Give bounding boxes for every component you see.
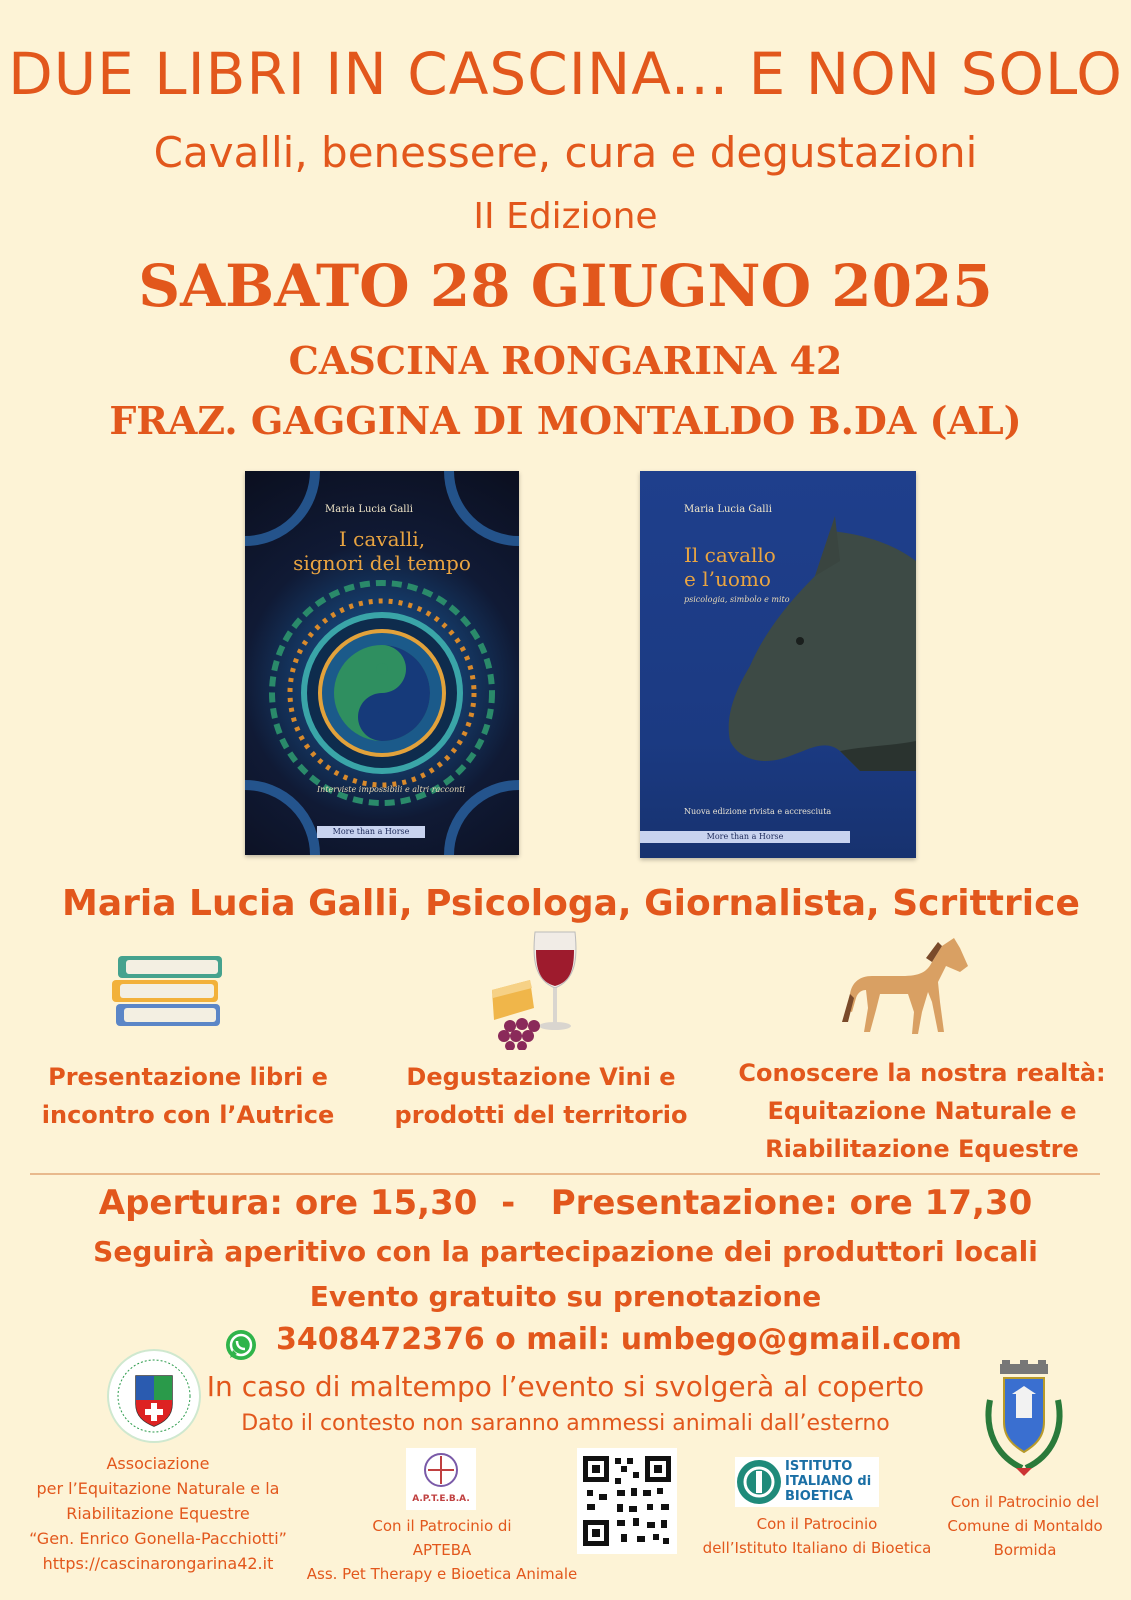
- bioetica-logo-text: [785, 1459, 871, 1504]
- book2-author: Maria Lucia Galli: [684, 504, 772, 515]
- section-divider: [30, 1173, 1100, 1175]
- bioetica-line2: dell’Istituto Italiano di Bioetica: [702, 1539, 932, 1557]
- feature-presentation: [20, 1058, 356, 1134]
- feature-presentation-line2: incontro con l’Autrice: [41, 1101, 335, 1129]
- feature-equestrian-line2: Equitazione Naturale e: [767, 1097, 1077, 1125]
- apteba-line3: Ass. Pet Therapy e Bioetica Animale: [306, 1565, 578, 1583]
- animals-note: Dato il contesto non saranno ammessi animali dall’esterno: [241, 1411, 890, 1436]
- feature-wine-line1: Degustazione Vini e: [406, 1063, 676, 1091]
- book1-title-line1: I cavalli,: [338, 527, 426, 551]
- event-times: Apertura: ore 15,30 - Presentazione: ore 17,30: [98, 1183, 1033, 1223]
- apteba-credits: [300, 1514, 584, 1586]
- feature-wine-line2: prodotti del territorio: [394, 1101, 688, 1129]
- book-cover-cavalli-signori: [245, 471, 519, 855]
- contact-info: 3408472376 o mail: umbego@gmail.com: [276, 1322, 962, 1357]
- book1-title-line2: signori del tempo: [293, 551, 471, 575]
- venue-name: CASCINA RONGARINA 42: [288, 338, 843, 383]
- bioetica-credits: [690, 1512, 944, 1560]
- feature-equestrian-line1: Conoscere la nostra realtà:: [738, 1059, 1106, 1087]
- qr-code-icon[interactable]: [577, 1448, 677, 1554]
- books-icon: [110, 948, 228, 1042]
- feature-equestrian-line3: Riabilitazione Equestre: [765, 1135, 1079, 1163]
- comune-line1: Con il Patrocinio del: [950, 1493, 1100, 1511]
- apteba-line2: APTEBA: [412, 1541, 472, 1559]
- apteba-logo: [406, 1448, 476, 1510]
- horse-head-statue-icon: [640, 471, 916, 858]
- author-credentials: Maria Lucia Galli, Psicologa, Giornalista, Scrittrice: [62, 883, 1080, 924]
- venue-address: FRAZ. GAGGINA DI MONTALDO B.DA (AL): [109, 398, 1022, 443]
- bioetica-logo-line1: ISTITUTO: [785, 1459, 853, 1474]
- edition-label: II Edizione: [473, 196, 658, 237]
- whatsapp-icon: [224, 1328, 258, 1366]
- feature-presentation-line1: Presentazione libri e: [48, 1063, 328, 1091]
- comune-credits: [928, 1490, 1122, 1562]
- association-logo: [106, 1348, 202, 1448]
- wine-icon: [490, 930, 590, 1054]
- bioetica-logo-line2: ITALIANO di: [785, 1474, 872, 1489]
- book-cover-cavallo-uomo: [640, 471, 916, 858]
- book2-edition-note: Nuova edizione rivista e accresciuta: [684, 807, 832, 816]
- apteba-logo-text: A.P.T.E.B.A.: [412, 1494, 470, 1504]
- association-name-line1: Associazione: [106, 1454, 210, 1473]
- association-name-line2: per l’Equitazione Naturale e la: [36, 1479, 280, 1498]
- book1-author: Maria Lucia Galli: [325, 504, 413, 515]
- comune-line3: Bormida: [993, 1541, 1057, 1559]
- feature-equestrian: [722, 1054, 1122, 1168]
- event-date: SABATO 28 GIUGNO 2025: [138, 252, 993, 320]
- association-credits: [8, 1451, 308, 1576]
- book2-series: More than a Horse: [640, 831, 850, 843]
- book1-subtitle: Interviste impossibili e altri racconti: [317, 785, 465, 794]
- comune-line2: Comune di Montaldo: [947, 1517, 1103, 1535]
- weather-note: In caso di maltempo l’evento si svolgerà al coperto: [206, 1370, 925, 1403]
- feature-wine-tasting: [372, 1058, 710, 1134]
- event-title: DUE LIBRI IN CASCINA... E NON SOLO: [8, 40, 1123, 108]
- comune-coat-of-arms-icon: [976, 1360, 1072, 1482]
- book2-title-line1: Il cavallo: [684, 543, 776, 567]
- apteba-line1: Con il Patrocinio di: [372, 1517, 512, 1535]
- book2-title-line2: e l’uomo: [684, 567, 771, 591]
- association-website-link[interactable]: https://cascinarongarina42.it: [42, 1554, 274, 1573]
- bioetica-logo-line3: BIOETICA: [785, 1489, 853, 1504]
- book1-series: More than a Horse: [317, 826, 425, 838]
- horse-icon: [842, 932, 982, 1046]
- book2-subtitle: psicologia, simbolo e mito: [684, 595, 790, 604]
- association-name-line4: “Gen. Enrico Gonella-Pacchiotti”: [29, 1529, 287, 1548]
- free-event-note: Evento gratuito su prenotazione: [309, 1280, 822, 1313]
- bioetica-line1: Con il Patrocinio: [756, 1515, 878, 1533]
- event-subtitle: Cavalli, benessere, cura e degustazioni: [153, 128, 978, 177]
- bioetica-logo: [735, 1457, 879, 1507]
- association-name-line3: Riabilitazione Equestre: [66, 1504, 250, 1523]
- aperitivo-note: Seguirà aperitivo con la partecipazione dei produttori locali: [93, 1235, 1038, 1268]
